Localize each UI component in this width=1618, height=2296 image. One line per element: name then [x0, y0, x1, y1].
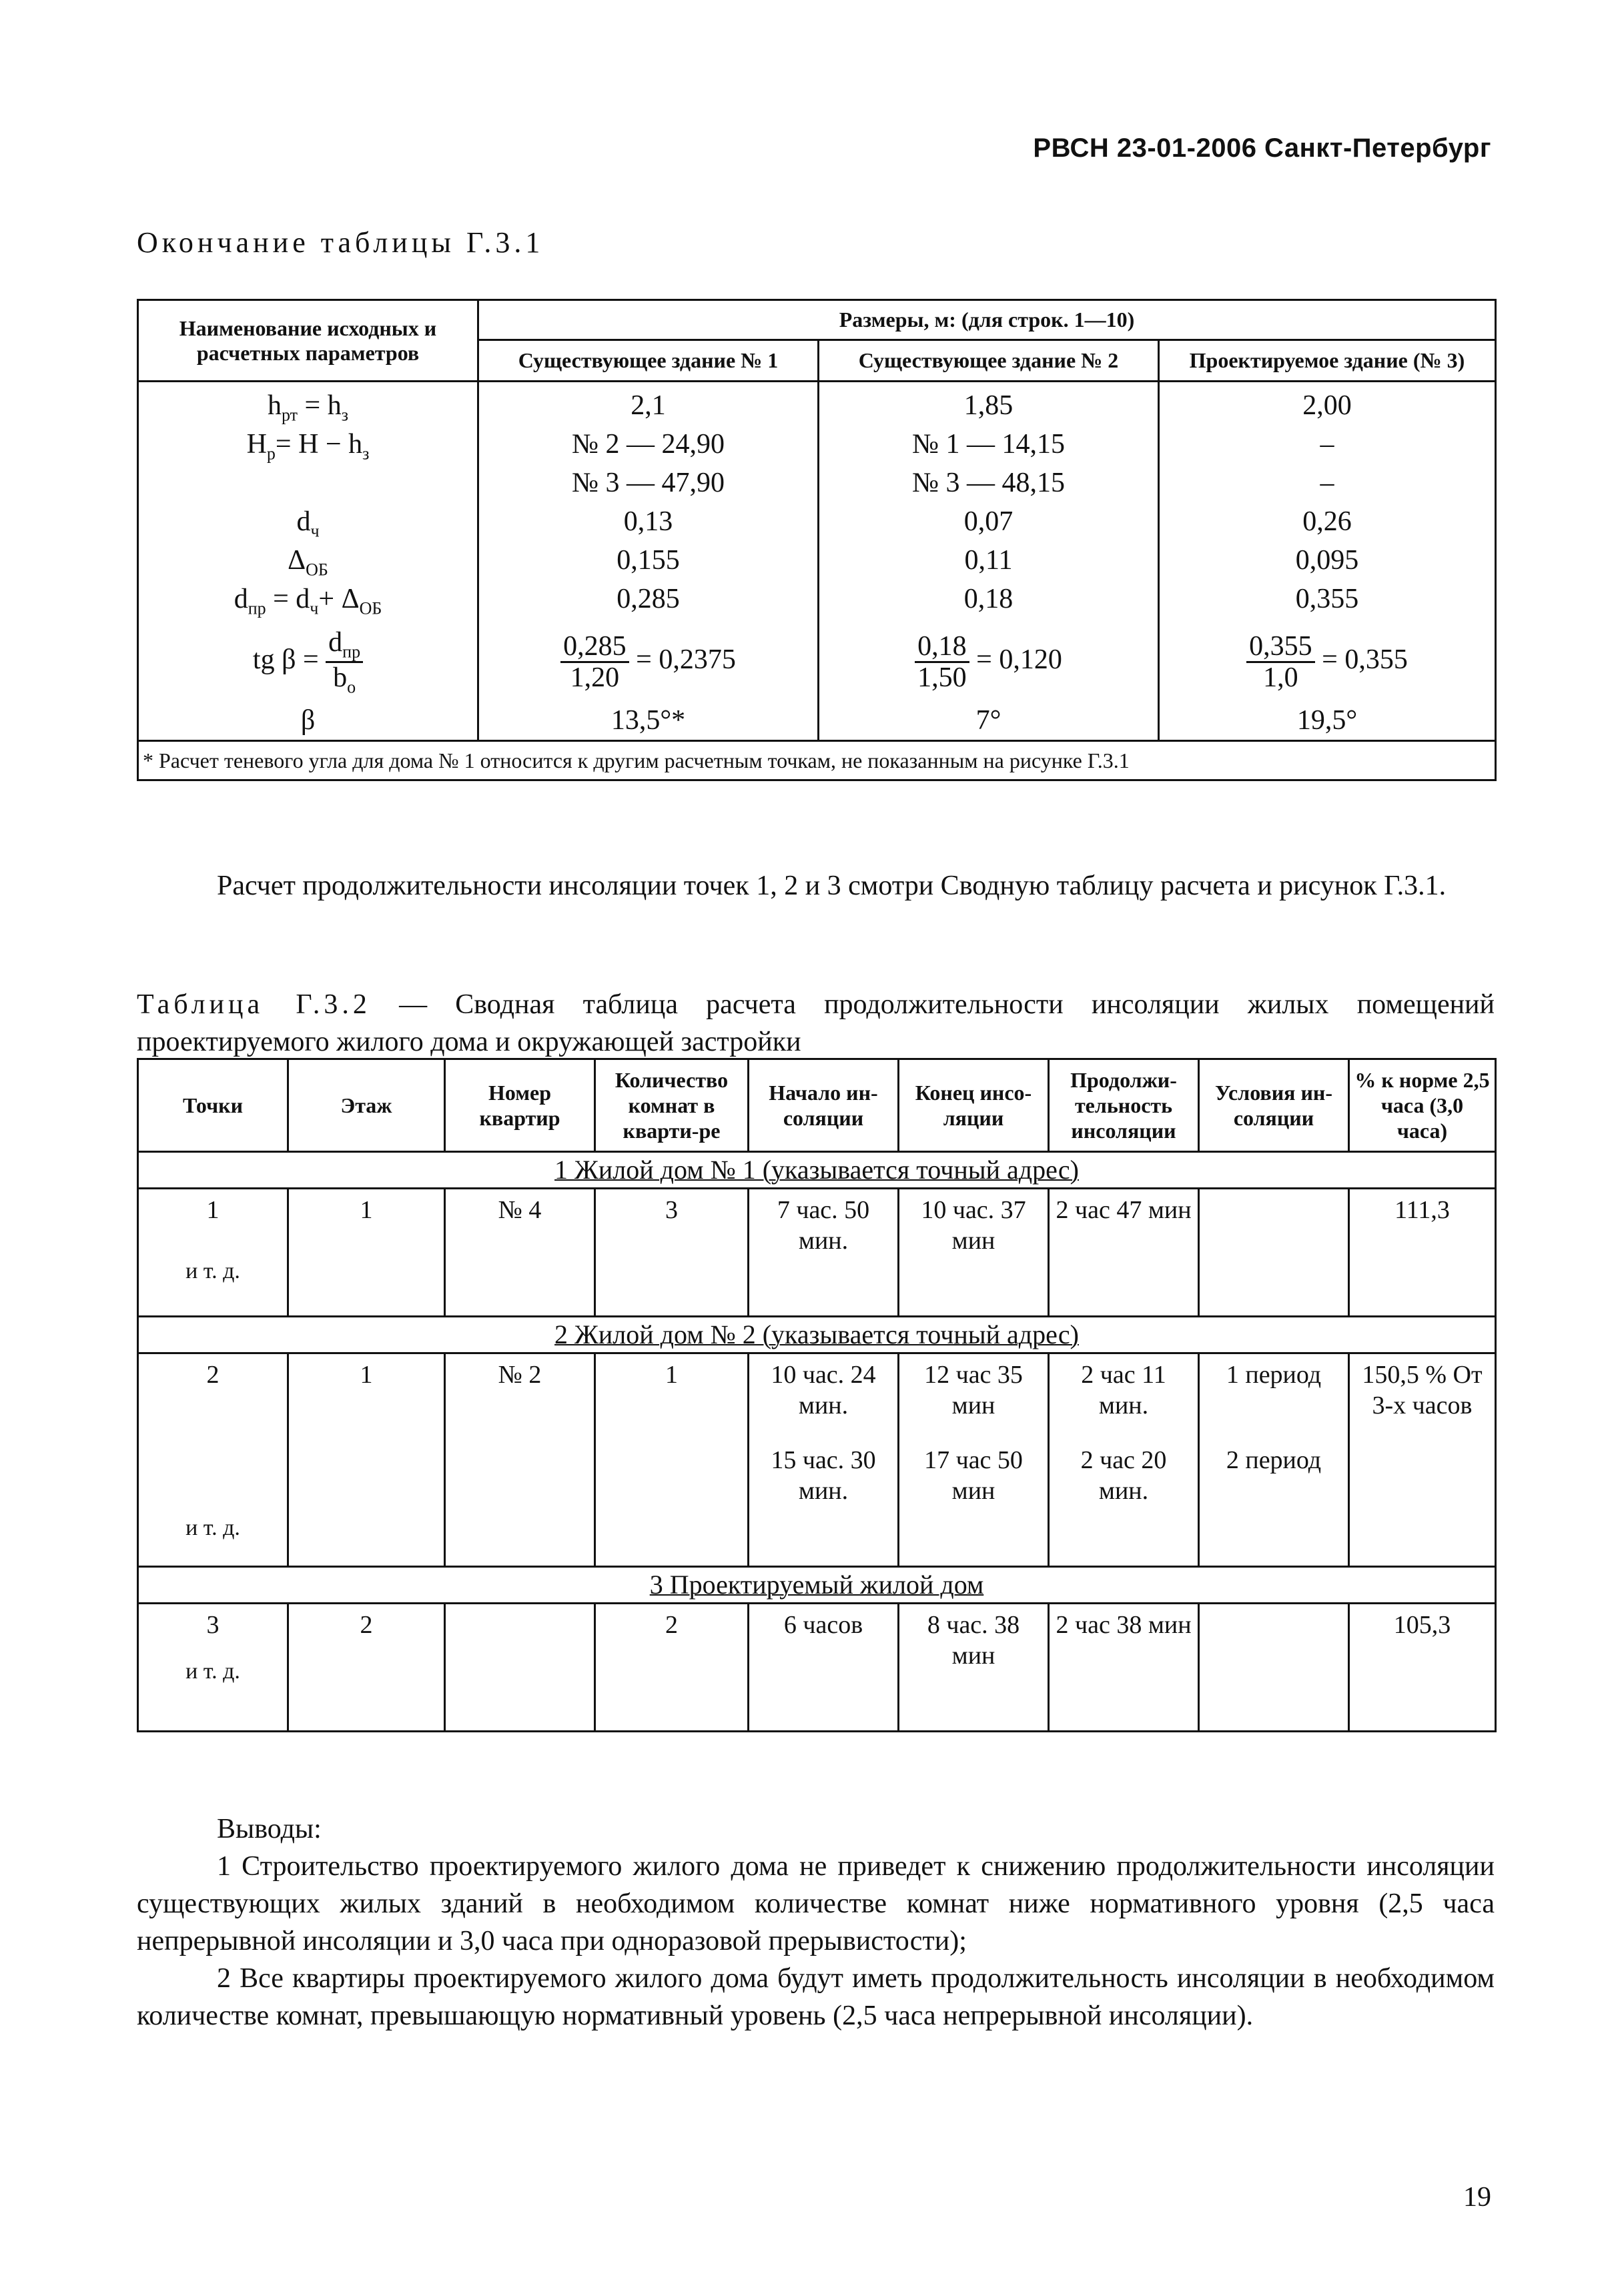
param-h-rt: $h_{рт} = h_з$ [268, 390, 348, 425]
table-row [138, 382, 1496, 741]
fraction-numerator: 0,18 [915, 632, 969, 663]
cell-end: 10 час. 37 мин [899, 1189, 1049, 1317]
header-apartment: Номер квартир [445, 1059, 595, 1152]
group-title-3 [138, 1567, 1496, 1604]
header-building-1: Существующее здание № 1 [478, 340, 819, 382]
cell-value: 0,07 [963, 506, 1014, 537]
table-row [138, 1353, 1496, 1567]
tg-formula-2 [823, 618, 1154, 701]
group-title-text: 3 Проектируемый жилой дом [649, 1570, 984, 1600]
fraction-denominator: 1,20 [570, 662, 620, 693]
cell-value: 0,155 [617, 545, 680, 576]
cell-end: 12 час 35 мин 17 час 50 мин [899, 1353, 1049, 1567]
cell-conditions [1199, 1189, 1349, 1317]
cell-rooms: 1 [595, 1353, 749, 1567]
header-points: Точки [138, 1059, 288, 1152]
param-delta-ob: $\Delta_{ОБ}$ [288, 545, 328, 580]
table2-caption-text: — Сводная таблица расчета продолжительности инсоляции жилых помещений проектируемого жилого дома и окружающей застройки [137, 989, 1495, 1057]
conclusion-item-1: 1 Строительство проектируемого жилого дома не приведет к снижению продолжительности инсоляции существующих жилых зданий в необходимом количестве комнат ниже нормативного уровня (2,5 часа непрерывной инсоляции и 3,0 часа при одноразовой прерывистости); [137, 1851, 1495, 1956]
cell-value: 0,095 [1295, 545, 1359, 576]
cell-end: 8 час. 38 мин [899, 1604, 1049, 1732]
cell-duration: 2 час 47 мин [1049, 1189, 1199, 1317]
cell-conditions: 1 период 2 период [1199, 1353, 1349, 1567]
cell-rooms: 3 [595, 1189, 749, 1317]
param-beta: β [300, 705, 316, 736]
conclusion-item-2: 2 Все квартиры проектируемого жилого дома будут иметь продолжительность инсоляции в необходимом количестве комнат, превышающую нормативный уровень (2,5 часа непрерывной инсоляции). [137, 1963, 1495, 2031]
cell-percent: 111,3 [1349, 1189, 1496, 1317]
paragraph-insolation-ref: Расчет продолжительности инсоляции точек 1, 2 и 3 смотри Сводную таблицу расчета и рисунок Г.3.1. [217, 871, 1447, 901]
fraction-result: = 0,355 [1322, 644, 1408, 675]
param-tg-beta: tg β = $\frac{d_{пр}}{b_о}$ [143, 618, 473, 701]
header-duration: Продолжи-тельность инсоляции [1049, 1059, 1199, 1152]
cell-value: № 3 — 47,90 [571, 468, 725, 498]
cell-point: 3 и т. д. [138, 1604, 288, 1732]
cell-duration: 2 час 11 мин. 2 час 20 мин. [1049, 1353, 1199, 1567]
cell-floor: 2 [288, 1604, 445, 1732]
header-sizes: Размеры, м: (для строк. 1—10) [478, 300, 1496, 340]
header-start: Начало ин-соляции [749, 1059, 899, 1152]
fraction-result: = 0,2375 [636, 644, 736, 675]
fraction-denominator: 1,0 [1263, 662, 1298, 693]
table-g32 [137, 1058, 1497, 1732]
document-code-header: РВСН 23-01-2006 Санкт-Петербург [1033, 133, 1491, 163]
cell-apartment [445, 1604, 595, 1732]
etc-label: и т. д. [185, 1659, 240, 1684]
conclusions-title: Выводы: [217, 1814, 322, 1844]
header-rooms: Количество комнат в кварти-ре [595, 1059, 749, 1152]
etc-label: и т. д. [185, 1259, 240, 1283]
param-d-pr: $d_{пр} = d_ч+ \Delta_{ОБ}$ [234, 584, 382, 618]
cell-value: № 3 — 48,15 [911, 468, 1066, 498]
header-percent: % к норме 2,5 часа (3,0 часа) [1349, 1059, 1496, 1152]
header-end: Конец инсо-ляции [899, 1059, 1049, 1152]
cell-value: 0,11 [964, 545, 1013, 576]
cell-floor: 1 [288, 1353, 445, 1567]
building-1-values [478, 382, 819, 741]
header-building-3: Проектируемое здание (№ 3) [1159, 340, 1496, 382]
cell-percent: 105,3 [1349, 1604, 1496, 1732]
header-conditions: Условия ин-соляции [1199, 1059, 1349, 1152]
page-number: 19 [1463, 2182, 1491, 2213]
cell-duration: 2 час 38 мин [1049, 1604, 1199, 1732]
header-floor: Этаж [288, 1059, 445, 1152]
cell-rooms: 2 [595, 1604, 749, 1732]
cell-floor: 1 [288, 1189, 445, 1317]
group-title-2 [138, 1317, 1496, 1353]
cell-value: 13,5°* [611, 705, 686, 736]
fraction-denominator: 1,50 [917, 662, 967, 693]
table1-footnote: * Расчет теневого угла для дома № 1 относится к другим расчетным точкам, не показанным на рисунке Г.3.1 [138, 741, 1496, 780]
table2-caption [137, 986, 1495, 1061]
table-g31 [137, 299, 1497, 781]
tg-formula-3 [1164, 618, 1491, 701]
table-row [138, 1189, 1496, 1317]
fraction-result: = 0,120 [976, 644, 1062, 675]
cell-value: № 2 — 24,90 [571, 429, 725, 460]
cell-value: 0,13 [623, 506, 673, 537]
group-title-text: 2 Жилой дом № 2 (указывается точный адрес) [554, 1319, 1079, 1349]
cell-value: 2,00 [1302, 390, 1352, 421]
fraction-numerator: 0,285 [560, 632, 629, 663]
group-title-text: 1 Жилой дом № 1 (указывается точный адрес) [554, 1155, 1079, 1185]
etc-label: и т. д. [185, 1516, 240, 1540]
cell-value: 0,285 [617, 584, 680, 614]
fraction-numerator: 0,355 [1246, 632, 1315, 663]
cell-conditions [1199, 1604, 1349, 1732]
cell-value: 0,26 [1302, 506, 1352, 537]
cell-start: 7 час. 50 мин. [749, 1189, 899, 1317]
cell-point: 2 и т. д. [138, 1353, 288, 1567]
cell-value: 7° [975, 705, 1001, 736]
building-3-values [1159, 382, 1496, 741]
param-empty [143, 464, 473, 502]
cell-value: № 1 — 14,15 [911, 429, 1066, 460]
header-building-2: Существующее здание № 2 [819, 340, 1159, 382]
table2-caption-label: Таблица Г.3.2 [137, 989, 371, 1020]
table-row [138, 1604, 1496, 1732]
table1-caption: Окончание таблицы Г.3.1 [137, 226, 544, 259]
group-title-1 [138, 1152, 1496, 1189]
param-d-ch: $d_ч$ [296, 506, 320, 541]
tg-formula-1 [483, 618, 813, 701]
cell-start: 6 часов [749, 1604, 899, 1732]
building-2-values [819, 382, 1159, 741]
header-param: Наименование исходных и расчетных параметров [138, 300, 478, 382]
cell-percent: 150,5 % От 3-х часов [1349, 1353, 1496, 1567]
cell-value: – [1320, 468, 1334, 498]
cell-point: 1 и т. д. [138, 1189, 288, 1317]
cell-value: 0,355 [1295, 584, 1359, 614]
param-h-p: $H_р= H - h_з$ [246, 429, 370, 464]
param-names [138, 382, 478, 741]
cell-value: 19,5° [1296, 705, 1358, 736]
cell-value: 2,1 [631, 390, 666, 421]
cell-start: 10 час. 24 мин. 15 час. 30 мин. [749, 1353, 899, 1567]
cell-value: 0,18 [963, 584, 1014, 614]
cell-apartment: № 4 [445, 1189, 595, 1317]
cell-value: 1,85 [963, 390, 1014, 421]
cell-apartment: № 2 [445, 1353, 595, 1567]
cell-value: – [1320, 429, 1334, 460]
